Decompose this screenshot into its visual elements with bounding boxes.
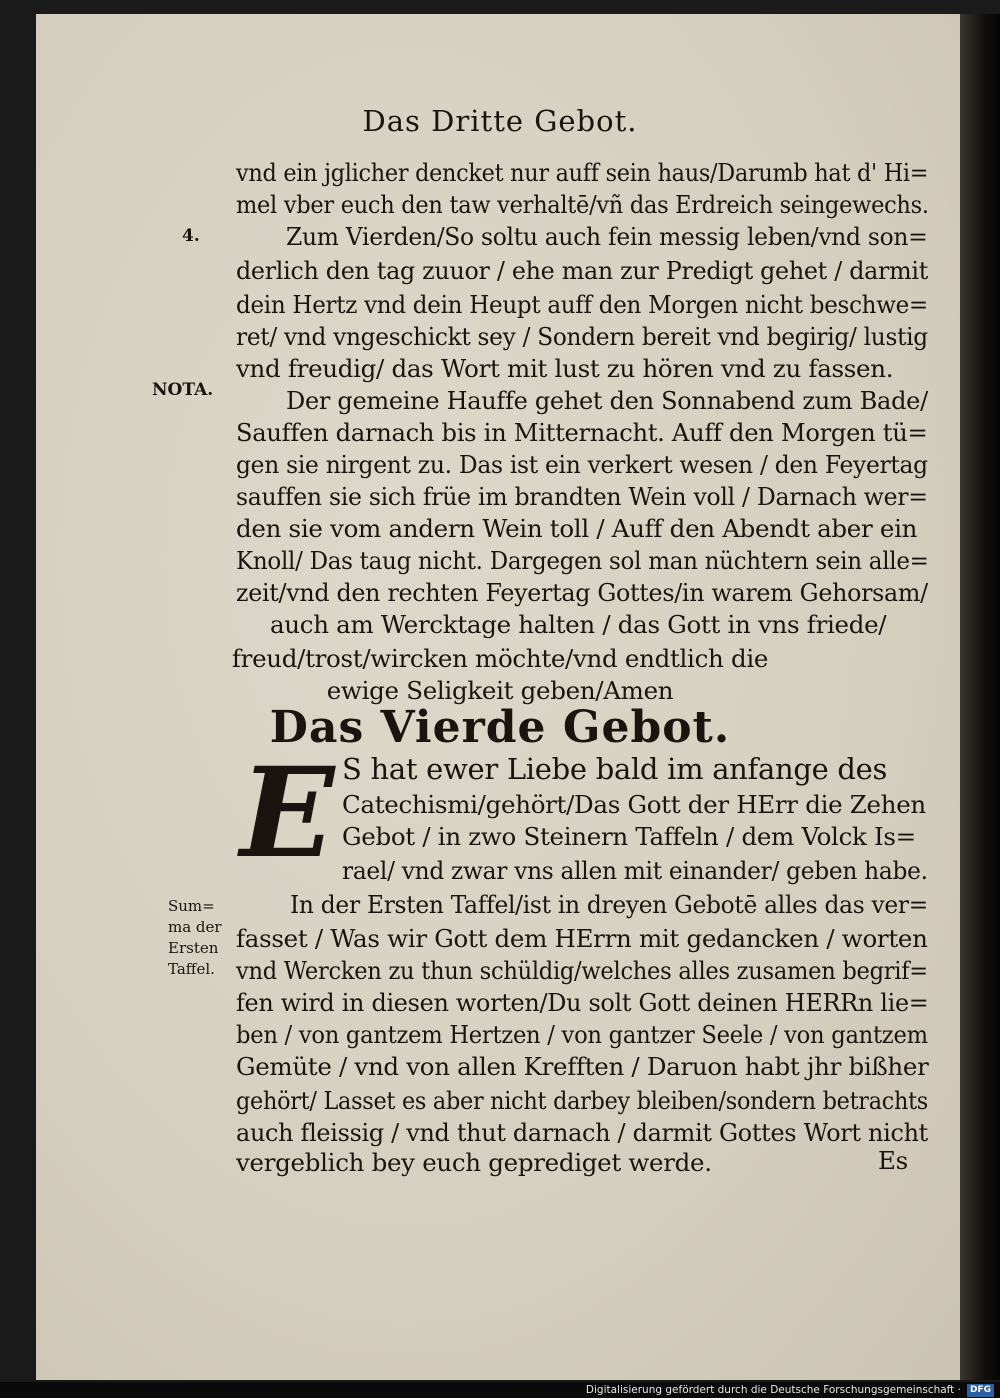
footer-text: Digitalisierung gefördert durch die Deutsche Forschungsgemeinschaft · — [585, 1384, 961, 1396]
text-line: sauffen sie sich früe im brandten Wein voll / Darnach wer= — [236, 482, 928, 511]
text-line: Sauffen darnach bis in Mitternacht. Auff den Morgen tü= — [236, 418, 928, 447]
text-line: vergeblich bey euch geprediget werde. — [236, 1148, 712, 1177]
margin-number: 4. — [182, 226, 200, 246]
text-line: ben / von gantzem Hertzen / von gantzer Seele / von gantzem — [236, 1020, 928, 1049]
text-line: vnd ein jglicher dencket nur auff sein haus/Darumb hat d' Hi= — [236, 158, 929, 187]
text-line: Gebot / in zwo Steinern Taffeln / dem Volck Is= — [342, 822, 916, 851]
text-line: freud/trost/wircken möchte/vnd endtlich die — [231, 644, 769, 673]
text-line: den sie vom andern Wein toll / Auff den Abendt aber ein — [236, 514, 918, 543]
margin-summa-line: Sum= — [168, 897, 215, 915]
text-line: auch am Wercktage halten / das Gott in vns friede/ — [270, 610, 887, 639]
margin-nota: NOTA. — [152, 380, 214, 400]
text-line: gehört/ Lasset es aber nicht darbey bleiben/sondern betrachts — [236, 1086, 929, 1115]
text-line: S hat ewer Liebe bald im anfange des — [342, 752, 888, 786]
text-line: vnd Wercken zu thun schüldig/welches alles zusamen begrif= — [236, 956, 928, 985]
text-line: ewige Seligkeit geben/Amen — [326, 676, 674, 705]
margin-summa — [168, 896, 222, 980]
dfg-logo: DFG — [967, 1384, 994, 1397]
text-line: ret/ vnd vngeschickt sey / Sondern bereit vnd begirig/ lustig — [236, 322, 928, 351]
text-line: rael/ vnd zwar vns allen mit einander/ geben habe. — [342, 856, 928, 885]
text-line: In der Ersten Taffel/ist in dreyen Gebotē alles das ver= — [290, 890, 929, 919]
footer-bar — [0, 1382, 1000, 1398]
decorated-initial: E — [240, 741, 335, 886]
margin-summa-line: Ersten — [168, 939, 219, 957]
running-head: Das Dritte Gebot. — [362, 104, 638, 138]
text-line: gen sie nirgent zu. Das ist ein verkert wesen / den Feyertag — [236, 450, 928, 479]
text-line: Catechismi/gehört/Das Gott der HErr die Zehen — [342, 790, 926, 819]
text-line: fasset / Was wir Gott dem HErrn mit gedancken / worten — [236, 924, 928, 953]
text-line: auch fleissig / vnd thut darnach / darmit Gottes Wort nicht — [236, 1118, 928, 1147]
text-line: dein Hertz vnd dein Heupt auff den Morgen nicht beschwe= — [236, 290, 928, 319]
text-line: vnd freudig/ das Wort mit lust zu hören vnd zu fassen. — [236, 354, 894, 383]
text-line: mel vber euch den taw verhaltē/vñ das Erdreich seingewechs. — [236, 190, 929, 219]
text-line: fen wird in diesen worten/Du solt Gott deinen HERRn lie= — [236, 988, 929, 1017]
text-line: derlich den tag zuuor / ehe man zur Predigt gehet / darmit — [236, 256, 928, 285]
text-line: zeit/vnd den rechten Feyertag Gottes/in warem Gehorsam/ — [236, 578, 928, 607]
catchword: Es — [878, 1146, 908, 1175]
text-line: Zum Vierden/So soltu auch fein messig leben/vnd son= — [286, 222, 928, 251]
margin-summa-line: Taffel. — [168, 960, 215, 978]
margin-summa-line: ma der — [168, 918, 222, 936]
text-line: Der gemeine Hauffe gehet den Sonnabend zum Bade/ — [286, 386, 928, 415]
text-line: Gemüte / vnd von allen Krefften / Daruon habt jhr bißher — [236, 1052, 929, 1081]
section-title: Das Vierde Gebot. — [269, 702, 731, 753]
text-line: Knoll/ Das taug nicht. Dargegen sol man nüchtern sein alle= — [236, 546, 929, 575]
